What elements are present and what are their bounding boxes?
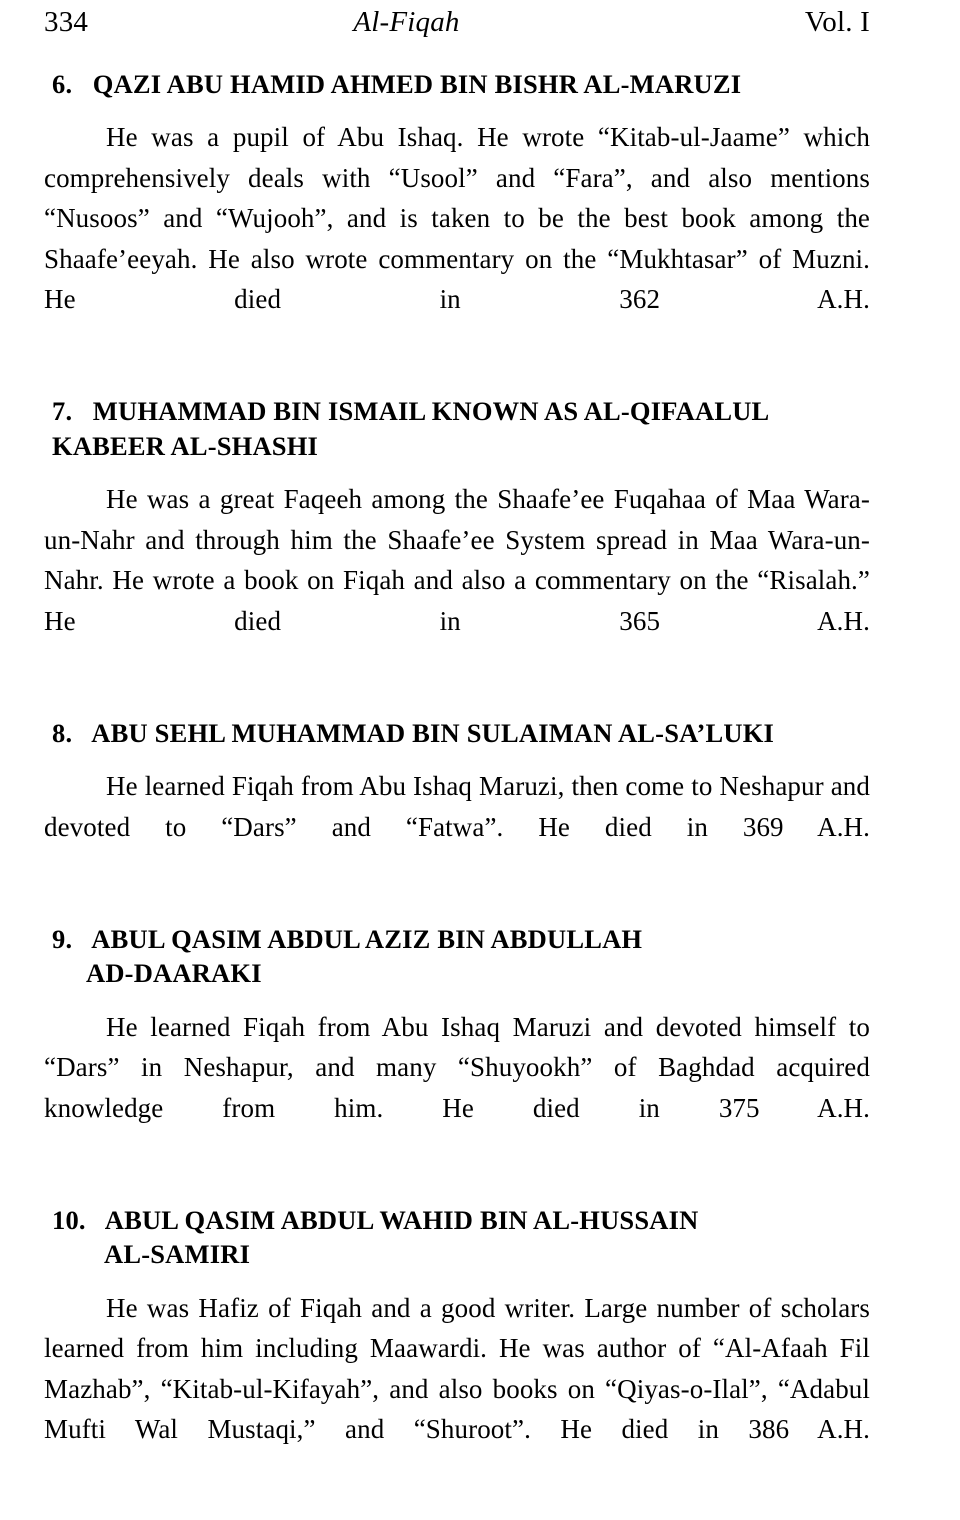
section-heading-6 (44, 67, 870, 101)
section-number-6: 6. (52, 69, 73, 99)
section-heading-10 (44, 1203, 870, 1272)
section-heading-7 (44, 394, 870, 463)
section-number-8: 8. (52, 717, 73, 748)
section-title-10-line2: AL-SAMIRI (104, 1239, 251, 1270)
book-title: Al-Fiqah (353, 6, 460, 38)
section-paragraph-9: He learned Fiqah from Abu Ishaq Maruzi and devoted himself to “Dars” in Neshapur, and many “Shuyookh” of Baghdad acquired knowledge from him. He died in 375 A.H. (44, 1011, 870, 1123)
section-title-6: QAZI ABU HAMID AHMED BIN BISHR AL-MARUZI (92, 69, 742, 99)
section-paragraph-7: He was a great Faqeeh among the Shaafe’ee Fuqahaa of Maa Wara-un-Nahr and through him the Shaafe’ee System spread in Maa Wara-un-Nahr. He wrote a book on Fiqah and also a commentary on the “Risalah.” He died in 365 A.H. (44, 484, 870, 636)
section-number-7: 7. (52, 396, 73, 427)
section-title-9-line2: AD-DAARAKI (86, 958, 262, 989)
section-title-7-line2: KABEER AL-SHASHI (52, 430, 319, 461)
section-heading-9 (44, 922, 870, 991)
section-title-7-line1: MUHAMMAD BIN ISMAIL KNOWN AS AL-QIFAALUL (92, 396, 770, 427)
section-paragraph-10: He was Hafiz of Fiqah and a good writer. Large number of scholars learned from him including Maawardi. He was author of “Al-Afaah Fil Mazhab”, “Kitab-ul-Kifayah”, and also books on “Qiyas-o-Ilal”, “Adabul Mufti Wal Mustaqi,” and “Shuroot”. He died in 386 A.H. (44, 1292, 870, 1444)
section-paragraph-6: He was a pupil of Abu Ishaq. He wrote “Kitab-ul-Jaame” which comprehensively deals with “Usool” and “Fara”, and also mentions “Nusoos” and “Wujooh”, and is taken to be the best book among the Shaafe’eeyah. He also wrote commentary on the “Mukhtasar” of Muzni. He died in 362 A.H. (44, 122, 870, 315)
section-title-10-line1: ABUL QASIM ABDUL WAHID BIN AL-HUSSAIN (104, 1204, 699, 1235)
section-title-8: ABU SEHL MUHAMMAD BIN SULAIMAN AL-SA’LUKI (91, 717, 775, 748)
page-body (44, 67, 870, 1490)
page-number: 334 (44, 6, 89, 38)
section-paragraph-8: He learned Fiqah from Abu Ishaq Maruzi, then come to Neshapur and devoted to “Dars” and “Fatwa”. He died in 369 A.H. (44, 771, 870, 842)
volume-label: Vol. I (804, 6, 870, 38)
section-heading-8 (44, 716, 870, 750)
section-title-9-line1: ABUL QASIM ABDUL AZIZ BIN ABDULLAH (91, 923, 643, 954)
section-number-9: 9. (52, 923, 73, 954)
section-number-10: 10. (52, 1204, 86, 1235)
running-head (44, 0, 870, 39)
